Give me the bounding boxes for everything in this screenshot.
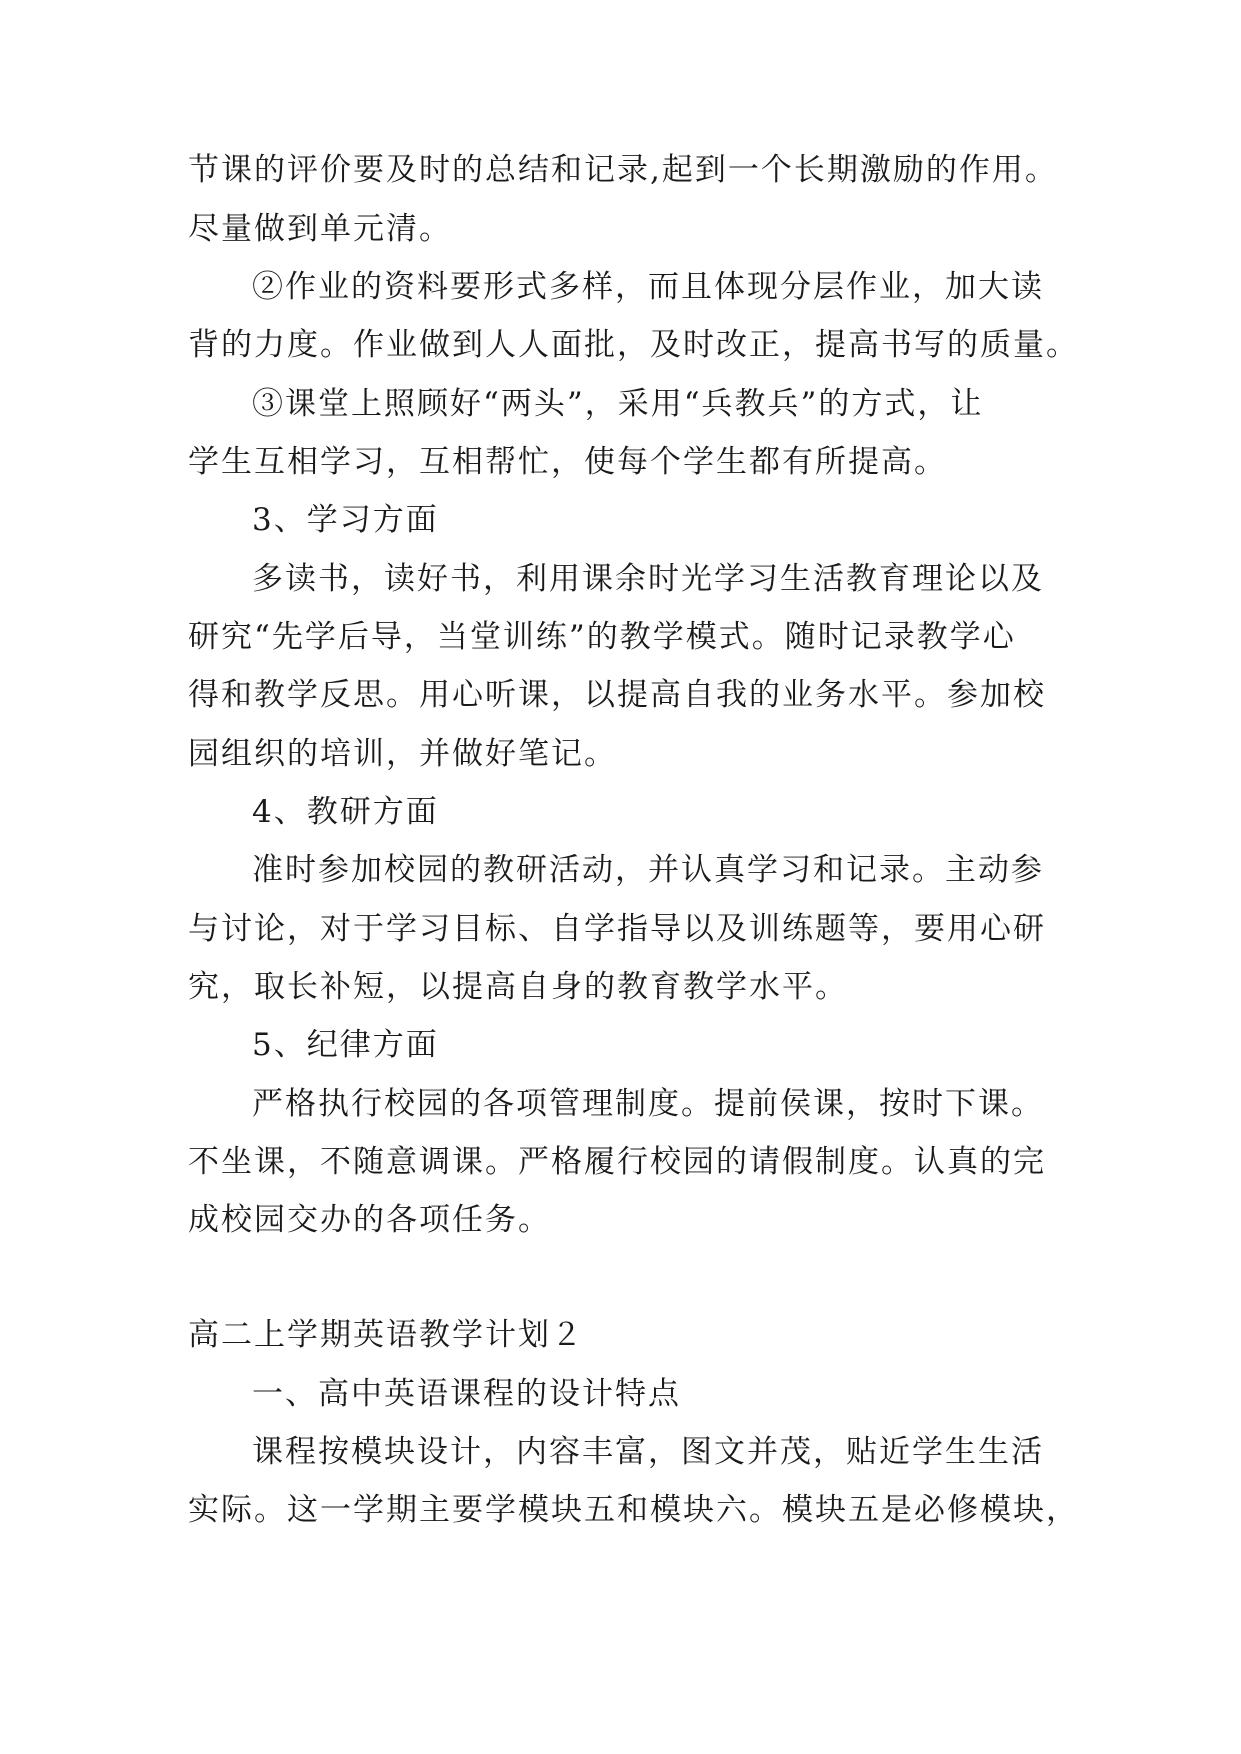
paragraph-line: 准时参加校园的教研活动，并认真学习和记录。主动参 (252, 852, 1044, 888)
section-heading: 5、纪律方面 (252, 1027, 439, 1063)
paragraph-line: 与讨论，对于学习目标、自学指导以及训练题等，要用心研 (188, 911, 1046, 947)
paragraph-line: ②作业的资料要形式多样，而且体现分层作业，加大读 (252, 269, 1044, 305)
paragraph-line: 园组织的培训，并做好笔记。 (188, 736, 617, 772)
paragraph-line: 节课的评价要及时的总结和记录,起到一个长期激励的作用。 (188, 152, 1058, 188)
paragraph-line: 背的力度。作业做到人人面批，及时改正，提高书写的质量。 (188, 327, 1079, 363)
paragraph-line: 多读书，读好书，利用课余时光学习生活教育理论以及 (252, 561, 1044, 597)
paragraph-line: ③课堂上照顾好“两头”，采用“兵教兵”的方式，让 (252, 386, 984, 422)
paragraph-line: 不坐课，不随意调课。严格履行校园的请假制度。认真的完 (188, 1144, 1046, 1180)
section-heading: 一、高中英语课程的设计特点 (252, 1376, 681, 1412)
paragraph-line: 实际。这一学期主要学模块五和模块六。模块五是必修模块， (188, 1492, 1079, 1528)
paragraph-line: 究，取长补短，以提高自身的教育教学水平。 (188, 969, 848, 1005)
document-title: 高二上学期英语教学计划２ (188, 1317, 584, 1353)
section-heading: 4、教研方面 (252, 794, 439, 830)
section-heading: 3、学习方面 (252, 502, 439, 538)
paragraph-line: 得和教学反思。用心听课，以提高自我的业务水平。参加校 (188, 677, 1046, 713)
paragraph-line: 尽量做到单元清。 (188, 211, 452, 247)
paragraph-line: 学生互相学习，互相帮忙，使每个学生都有所提高。 (188, 444, 947, 480)
paragraph-line: 研究“先学后导，当堂训练”的教学模式。随时记录教学心 (188, 619, 1016, 655)
paragraph-line: 课程按模块设计，内容丰富，图文并茂，贴近学生生活 (252, 1434, 1044, 1470)
paragraph-line: 严格执行校园的各项管理制度。提前侯课，按时下课。 (252, 1086, 1044, 1122)
paragraph-line: 成校园交办的各项任务。 (188, 1202, 551, 1238)
